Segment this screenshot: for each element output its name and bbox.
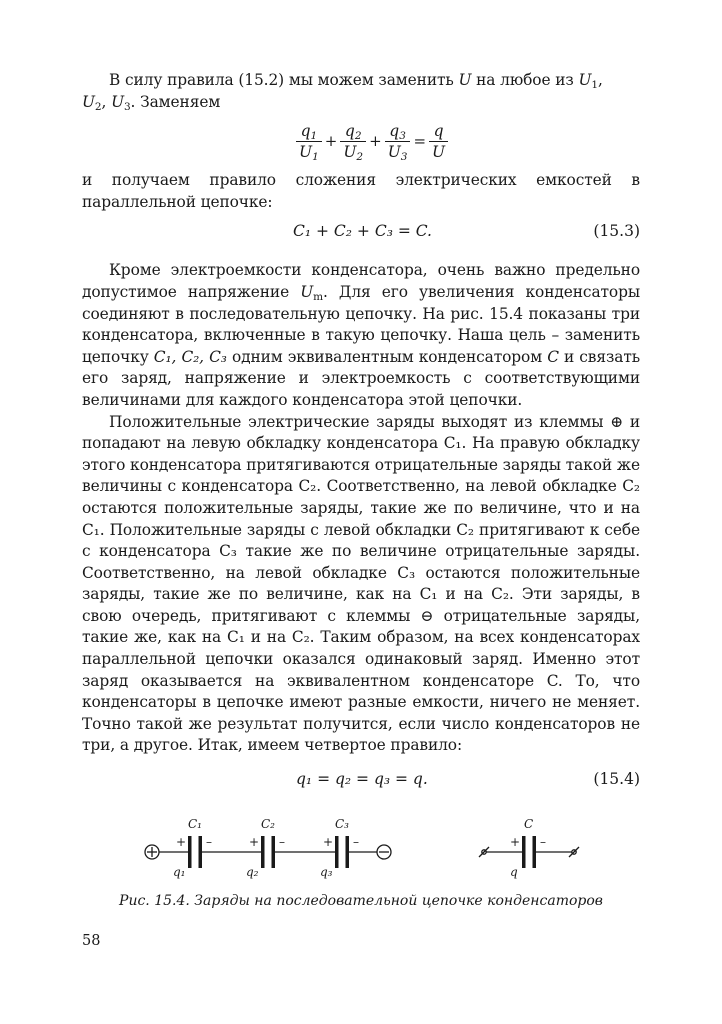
text-fragment: В силу правила (15.2) мы можем заменить [109,71,459,89]
equation-expr: q₁ = q₂ = q₃ = q. [296,770,428,789]
paragraph-2: и получаем правило сложения электрических емкостей в параллельной цепочке: [82,171,640,211]
capacitor-chain-diagram [140,808,600,888]
text-fragment: , [101,92,112,111]
plus-sign: + [249,835,260,849]
equation-15-4 [82,765,640,795]
capacitor-plate [188,836,192,868]
capacitor-plate [335,836,339,868]
text-fragment: на любое из [471,71,579,89]
capacitor-plate [261,836,265,868]
sub: 2 [94,100,102,113]
figure-caption: Рис. 15.4. Заряды на последовательной цепочке конденсаторов [119,893,603,909]
capacitor-plate [199,836,203,868]
capacitor-plate [522,836,526,868]
text-fragment: , [597,71,603,89]
capacitor-plate [346,836,350,868]
minus-sign: – [540,835,546,849]
sub: 3 [123,100,131,113]
var-u: U [458,71,472,89]
plus-sign: + [510,835,521,849]
page-number: 58 [82,933,101,949]
minus-sign: – [353,835,359,849]
cap-label-c2: C₂ [261,817,275,831]
cap-list: C₁, C₂, C₃ [153,347,227,366]
cap-label-c1: C₁ [188,817,202,831]
equation-expr: C₁ + C₂ + C₃ = C. [293,222,432,241]
equation-fraction [82,115,640,167]
fraction-rhs: $\frac{q}{U}$ [429,121,448,162]
equation-number: (15.4) [593,770,640,789]
plus-sign: + [176,835,187,849]
equiv-cap-label: C [524,817,534,831]
plus-sign: + [324,132,338,151]
equation-number: (15.3) [593,222,640,241]
equation-15-3 [82,217,640,247]
var-c: C [547,347,559,366]
equals-sign: = [413,132,427,151]
fraction-term-1: $\frac{q_1}{U_1}$ [296,121,322,162]
var-um: U [300,282,314,301]
page-body [82,70,640,799]
equiv-charge-label: q [510,865,518,879]
sub: 1 [591,79,598,91]
var-u2: U [82,92,95,111]
charge-label-q3: q₃ [320,865,333,879]
paragraph-4: Положительные электрические заряды выходят из клеммы ⊕ и попадают на левую обкладку конденсатора C₁. На правую обкладку этого конденсатора притягиваются отрицательные заряды такой же величины с конденсатора C₂. Соответственно, на левой обкладке C₂ остаются положительные заряды, такие же по величине, что и на C₁. Положительные заряды с левой обкладки C₂ притягивают к себе с конденсатора C₃ такие же по величине отрицательные заряды. Соответственно, на левой обкладке C₃ остаются положительные заряды, такие же по величине, как на C₁ и на C₂. Эти заряды, в свою очередь, притягивают с клеммы ⊖ отрицательные заряды, такие же, как на C₁ и на C₂. Таким образом, на всех конденсаторах параллельной цепочки оказался одинаковый заряд. Именно этот заряд оказывается на эквивалентном конденсаторе C. То, что конденсаторы в цепочке имеют разные емкости, ничего не меняет. Точно такой же результат получится, если число конденсаторов не три, а другое. Итак, имеем четвертое правило: [82,412,640,755]
charge-label-q1: q₁ [173,865,186,879]
cap-label-c3: C₃ [335,817,349,831]
fraction-term-3: $\frac{q_3}{U_3}$ [385,121,411,162]
var-u1: U [578,71,592,89]
minus-sign: – [206,835,212,849]
plus-sign: + [323,835,334,849]
paragraph-1 [82,70,640,113]
capacitor-plate [272,836,276,868]
charge-label-q2: q₂ [246,865,259,879]
var-u3: U [111,92,124,111]
fraction-term-2: $\frac{q_2}{U_2}$ [340,121,366,162]
plus-sign: + [369,132,382,151]
paragraph-3: Кроме электроемкости конденсатора, очень важно предельно допустимое напряжение $U_m$. Для его увеличения конденсаторы соединяют в последовательную цепочку. На рис. 15.4 показаны три конденсатора, включенные в такую цепочку. Наша цель – заменить цепочку C₁, C₂, C₃ одним эквивалентным конденсатором C и связать его заряд, напряжение и электроемкость с соответствующими величинами для каждого конденсатора этой цепочки. [82,261,641,409]
capacitor-plate [533,836,537,868]
minus-sign: – [279,835,285,849]
text-fragment: . Заменяем [130,92,221,111]
